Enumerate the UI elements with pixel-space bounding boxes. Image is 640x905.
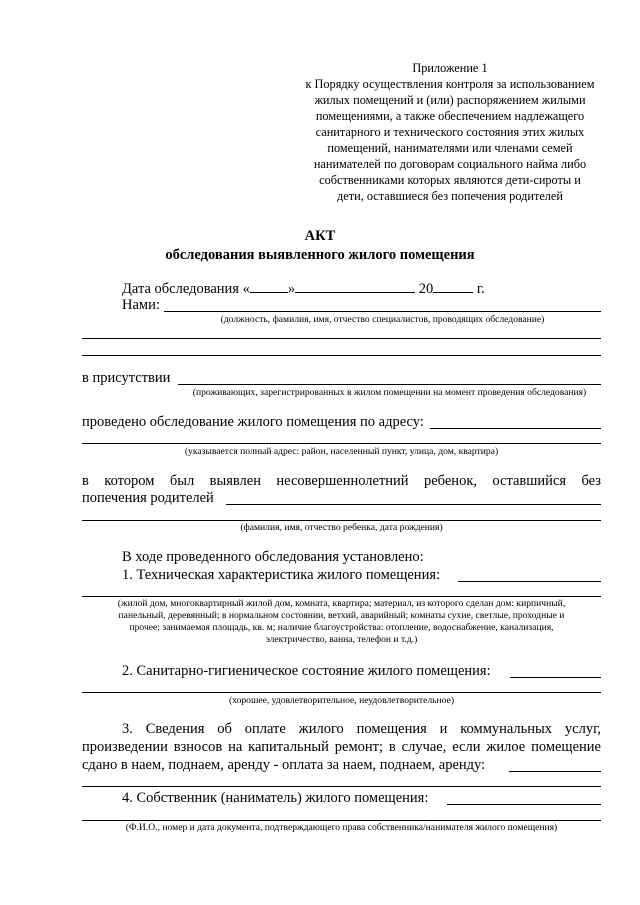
date-year-suffix: г. (476, 281, 485, 297)
item2-label: 2. Санитарно-гигиеническое состояние жилого помещения: (122, 663, 491, 679)
by-field-line3[interactable] (82, 355, 601, 356)
appendix-line: к Порядку осуществления контроля за использованием (305, 77, 595, 91)
item2-field-line2[interactable] (82, 692, 601, 693)
address-field-line2[interactable] (82, 443, 601, 444)
address-hint: (указывается полный адрес: район, населенный пункт, улица, дом, квартира) (184, 446, 499, 457)
item1-label: 1. Техническая характеристика жилого помещения: (122, 567, 441, 583)
findings-intro: В ходе проведенного обследования установлено: (122, 549, 424, 565)
date-year-prefix: 20 (418, 281, 434, 297)
child-hint: (фамилия, имя, отчество ребенка, дата рождения) (240, 522, 443, 533)
item4-hint: (Ф.И.О., номер и дата документа, подтверждающего права собственника/нанимателя жилого помещения) (125, 822, 558, 833)
child-line2: попечения родителей (82, 490, 214, 506)
item4-field[interactable] (447, 804, 601, 805)
item3-line1: 3. Сведения об оплате жилого помещения и коммунальных услуг, (122, 721, 601, 737)
appendix-line: помещениями, а также обеспечением надлежащего (315, 109, 585, 123)
date-year-field[interactable] (433, 280, 473, 293)
item1-hint-line: (жилой дом, многоквартирный жилой дом, комната, квартира; материал, из которого сделан дом: кирпичный, (117, 598, 566, 609)
presence-label: в присутствии (82, 370, 171, 386)
item1-hint-line: прочее; занимаемая площадь, кв. м; наличие благоустройства: отопление, водоснабжение, канализация, (129, 622, 554, 633)
presence-field[interactable] (178, 384, 601, 385)
appendix-heading: Приложение 1 (412, 61, 488, 75)
item3-line2-wrap (82, 739, 601, 756)
presence-hint: (проживающих, зарегистрированных в жилом помещении на момент проведения обследования) (192, 387, 587, 398)
by-field-line2[interactable] (82, 338, 601, 339)
child-line1: в котором был выявлен несовершеннолетний ребенок, оставшийся без (82, 473, 601, 489)
item4-label: 4. Собственник (наниматель) жилого помещения: (122, 790, 429, 806)
by-hint: (должность, фамилия, имя, отчество специалистов, проводящих обследование) (220, 314, 545, 325)
address-field[interactable] (430, 428, 601, 429)
by-label: Нами: (122, 297, 160, 313)
appendix-line: собственниками которых являются дети-сироты и (319, 173, 581, 187)
item1-field[interactable] (458, 581, 601, 582)
item3-line1-wrap (122, 721, 601, 738)
appendix-line: дети, оставшиеся без попечения родителей (337, 189, 563, 203)
date-day-field[interactable] (250, 280, 288, 293)
item3-field[interactable] (509, 771, 601, 772)
by-field[interactable] (164, 311, 601, 312)
child-field[interactable] (226, 504, 601, 505)
date-quote-close: » (287, 281, 296, 297)
document-subtitle: обследования выявленного жилого помещения (165, 247, 475, 263)
date-label: Дата обследования « (122, 281, 250, 297)
item1-hint-line: панельный, деревянный; в нормальном состоянии, ветхий, аварийный; комнаты сухие, светлые, проходные и (118, 610, 565, 621)
item1-hint-line: электричество, ванна, телефон и т.д.) (265, 634, 418, 645)
item1-field-line2[interactable] (82, 596, 601, 597)
item2-hint: (хорошее, удовлетворительное, неудовлетворительное) (228, 695, 455, 706)
appendix-line: нанимателей по договорам социального найма либо (313, 157, 587, 171)
child-line1-wrap (82, 473, 601, 490)
appendix-line: санитарного и технического состояния этих жилых (315, 125, 585, 139)
item2-field[interactable] (510, 677, 601, 678)
appendix-block (300, 60, 600, 204)
item3-field-line2[interactable] (82, 786, 601, 787)
item3-line3: сдано в наем, поднаем, аренду - оплата за наем, поднаем, аренду: (82, 757, 486, 773)
appendix-line: помещений, нанимателями или членами семей (327, 141, 573, 155)
address-label: проведено обследование жилого помещения по адресу: (82, 414, 424, 430)
item3-line2: произведении взносов на капитальный ремонт; в случае, если жилое помещение (82, 739, 601, 755)
date-month-field[interactable] (295, 280, 415, 293)
item4-field-line2[interactable] (82, 820, 601, 821)
item1-hint (82, 598, 601, 646)
appendix-line: жилых помещений и (или) распоряжением жилыми (314, 93, 586, 107)
child-field-line2[interactable] (82, 520, 601, 521)
date-line (122, 280, 485, 298)
document-title: АКТ (304, 228, 336, 244)
